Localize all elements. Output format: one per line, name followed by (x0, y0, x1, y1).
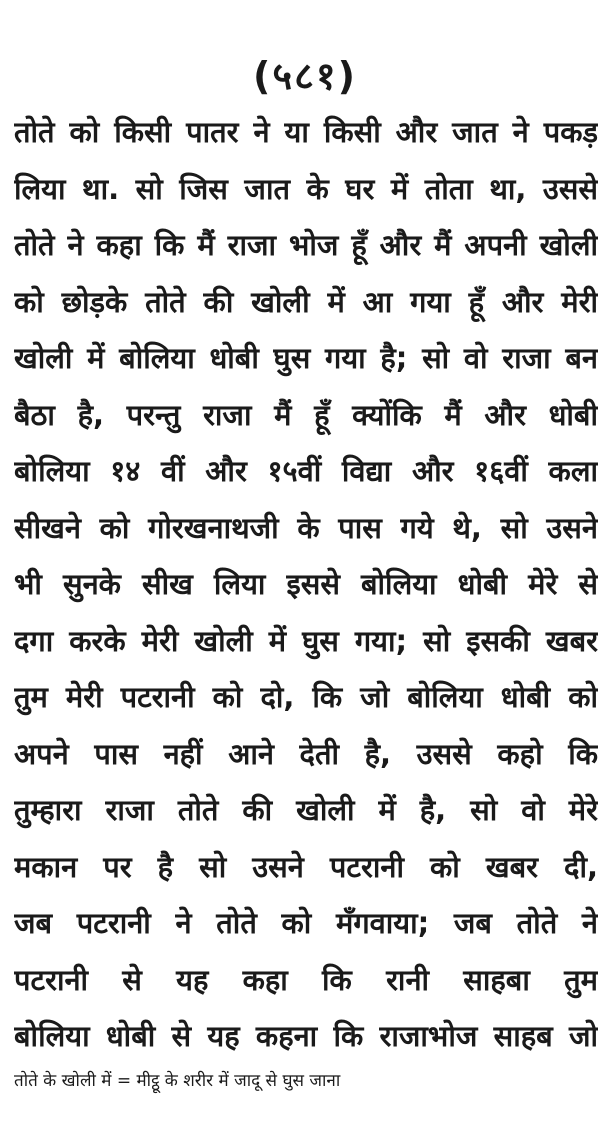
text-line: को छोड़के तोते की खोली में आ गया हूँ और मेरी (14, 284, 598, 319)
footnote: तोते के खोली में = मीट्ठू के शरीर में जादू से घुस जाना (14, 1071, 341, 1091)
text-line: भी सुनके सीख लिया इससे बोलिया धोबी मेरे से (14, 567, 598, 601)
text-line: जब पटरानी ने तोते को मँगवाया; जब तोते ने (14, 906, 598, 940)
text-line: खोली में बोलिया धोबी घुस गया है; सो वो राजा बन (14, 341, 598, 375)
text-line: तोते ने कहा कि मैं राजा भोज हूँ और मैं अपनी खोली (14, 228, 598, 262)
text-line: मकान पर है सो उसने पटरानी को खबर दी, (14, 849, 598, 884)
text-line: दगा करके मेरी खोली में घुस गया; सो इसकी खबर (14, 623, 598, 658)
text-line: बोलिया १४ वीं और १५वीं विद्या और १६वीं कला (14, 454, 598, 488)
text-line: पटरानी से यह कहा कि रानी साहबा तुम (14, 962, 598, 997)
page-number: (५८१) (252, 54, 357, 98)
text-line: अपने पास नहीं आने देती है, उससे कहो कि (14, 736, 598, 771)
body-text (14, 104, 598, 1065)
text-line: सीखने को गोरखनाथजी के पास गये थे, सो उसने (14, 510, 598, 545)
text-line: तुम मेरी पटरानी को दो, कि जो बोलिया धोबी को (14, 680, 598, 714)
text-line: तोते को किसी पातर ने या किसी और जात ने पकड़ (14, 115, 598, 149)
text-line: बोलिया धोबी से यह कहना कि राजाभोज साहब जो (14, 1019, 598, 1053)
text-line: तुम्हारा राजा तोते की खोली में है, सो वो मेरे (14, 793, 598, 827)
text-line: लिया था. सो जिस जात के घर में तोता था, उससे (14, 171, 598, 206)
text-line: बैठा है, परन्तु राजा मैं हूँ क्योंकि मैं और धोबी (14, 397, 598, 432)
